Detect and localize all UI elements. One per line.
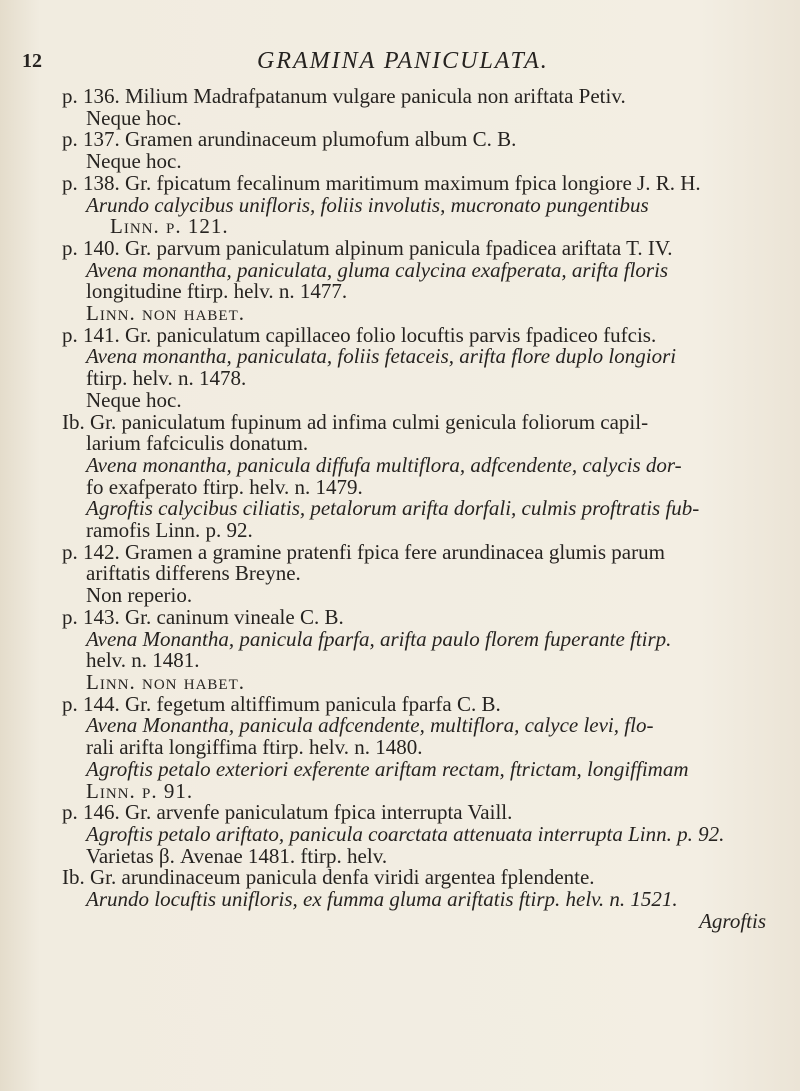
catalog-entry — [62, 86, 782, 129]
catalog-entry — [62, 409, 782, 543]
entry-line: larium fafciculis donatum. — [86, 431, 309, 456]
catalog-entry — [62, 867, 782, 910]
catalog-entry — [62, 129, 782, 172]
entry-line: Avena Monantha, panicula fparfa, arifta paulo florem fuperante ftirp. — [86, 626, 672, 651]
entry-line: Non reperio. — [86, 583, 193, 608]
entry-line: Neque hoc. — [86, 387, 182, 412]
entry-line: Agroftis calycibus ciliatis, petalorum arifta dorfali, culmis proftratis fub- — [86, 496, 700, 521]
entry-line: Avena Monantha, panicula adfcendente, multiflora, calyce levi, flo- — [86, 713, 654, 738]
entry-heading-line: p. 143. Gr. caninum vineale C. B. — [62, 604, 344, 629]
entry-line: Linn. p. 121. — [110, 214, 229, 239]
entry-line: Arundo calycibus unifloris, foliis involutis, mucronato pungentibus — [86, 192, 649, 217]
entry-line: Avena monantha, paniculata, foliis fetaceis, arifta flore duplo longiori — [86, 344, 677, 369]
catalog-entry — [62, 539, 782, 608]
page-number: 12 — [22, 50, 42, 72]
entry-line: Avena monantha, paniculata, gluma calycina exafperata, arifta floris — [86, 257, 669, 282]
entry-heading-line: p. 142. Gramen a gramine pratenfi fpica fere arundinacea glumis parum — [62, 539, 665, 564]
running-title: GRAMINA PANICULATA. — [257, 48, 549, 74]
entry-heading-line: p. 144. Gr. fegetum altiffimum panicula fparfa C. B. — [62, 691, 501, 716]
entry-line: Neque hoc. — [86, 105, 182, 130]
entry-line: Linn. non habet. — [86, 301, 245, 326]
entry-line: ftirp. helv. n. 1478. — [86, 366, 247, 391]
entry-line: ramofis Linn. p. 92. — [86, 518, 253, 543]
entry-line: rali arifta longiffima ftirp. helv. n. 1480. — [86, 735, 423, 760]
entry-line: Agroftis petalo exteriori exferente ariftam rectam, ftrictam, longiffimam — [86, 756, 689, 781]
page-body — [62, 86, 782, 932]
entry-line: ariftatis differens Breyne. — [86, 561, 301, 586]
catalog-entry — [62, 322, 782, 412]
catalog-entry — [62, 170, 782, 239]
entry-line: Varietas β. Avenae 1481. ftirp. helv. — [86, 843, 388, 868]
entry-heading-line: p. 146. Gr. arvenfe paniculatum fpica interrupta Vaill. — [62, 800, 513, 825]
entry-line: Avena monantha, panicula diffufa multiflora, adfcendente, calycis dor- — [86, 452, 682, 477]
catalog-entry — [62, 691, 782, 803]
entry-heading-line: p. 138. Gr. fpicatum fecalinum maritimum maximum fpica longiore J. R. H. — [62, 170, 701, 195]
entry-heading-line: Ib. Gr. paniculatum fupinum ad infima culmi genicula foliorum capil- — [62, 409, 649, 434]
entry-line: Neque hoc. — [86, 149, 182, 174]
catchword: Agroftis — [699, 908, 766, 933]
entry-heading-line: p. 137. Gramen arundinaceum plumofum album C. B. — [62, 127, 517, 152]
catalog-entry — [62, 802, 782, 867]
entry-line: helv. n. 1481. — [86, 648, 200, 673]
page-header — [22, 40, 782, 80]
entry-heading-line: p. 141. Gr. paniculatum capillaceo folio locuftis parvis fpadiceo fufcis. — [62, 322, 657, 347]
entry-heading-line: p. 136. Milium Madrafpatanum vulgare panicula non ariftata Petiv. — [62, 84, 626, 108]
entry-heading-line: Ib. Gr. arundinaceum panicula denfa viridi argentea fplendente. — [62, 865, 595, 890]
catalog-entry — [62, 604, 782, 694]
entry-line: longitudine ftirp. helv. n. 1477. — [86, 279, 348, 304]
catalog-entry — [62, 235, 782, 326]
entry-line: Agroftis petalo ariftato, panicula coarctata attenuata interrupta Linn. p. 92. — [86, 821, 725, 846]
entry-line: fo exafperato ftirp. helv. n. 1479. — [86, 474, 363, 499]
entry-line: Arundo locuftis unifloris, ex fumma gluma ariftatis ftirp. helv. n. 1521. — [86, 887, 678, 912]
entry-line: Linn. p. 91. — [86, 778, 194, 803]
entry-heading-line: p. 140. Gr. parvum paniculatum alpinum panicula fpadicea ariftata T. IV. — [62, 235, 673, 260]
entry-line: Linn. non habet. — [86, 669, 245, 694]
